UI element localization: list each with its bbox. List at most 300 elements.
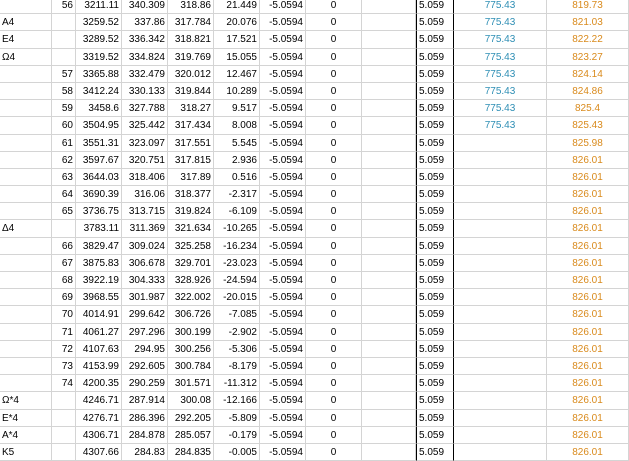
cell-col-l[interactable]: 826.01 xyxy=(547,289,629,306)
cell-col-g[interactable]: -5.0594 xyxy=(260,14,306,31)
cell-col-k[interactable]: 775.43 xyxy=(454,49,547,66)
cell-col-g[interactable]: -5.0594 xyxy=(260,324,306,341)
row-index-cell[interactable]: 66 xyxy=(52,238,76,255)
cell-col-k[interactable] xyxy=(454,272,547,289)
cell-col-d[interactable]: 323.097 xyxy=(122,135,168,152)
cell-col-l[interactable]: 823.27 xyxy=(547,49,629,66)
cell-col-j[interactable]: 5.059 xyxy=(416,255,454,272)
cell-col-c[interactable]: 4061.27 xyxy=(76,324,122,341)
cell-col-e[interactable]: 306.726 xyxy=(168,306,214,323)
cell-col-e[interactable]: 292.205 xyxy=(168,410,214,427)
cell-col-l[interactable]: 825.4 xyxy=(547,100,629,117)
row-index-cell[interactable] xyxy=(52,14,76,31)
cell-col-f[interactable]: 10.289 xyxy=(214,83,260,100)
row-label-cell[interactable] xyxy=(0,341,52,358)
cell-col-d[interactable]: 284.83 xyxy=(122,444,168,461)
cell-col-c[interactable]: 3211.11 xyxy=(76,0,122,14)
cell-col-d[interactable]: 334.824 xyxy=(122,49,168,66)
cell-col-j[interactable]: 5.059 xyxy=(416,31,454,48)
row-index-cell[interactable]: 73 xyxy=(52,358,76,375)
cell-col-i[interactable] xyxy=(362,444,416,461)
cell-col-e[interactable]: 318.27 xyxy=(168,100,214,117)
cell-col-e[interactable]: 300.199 xyxy=(168,324,214,341)
cell-col-k[interactable] xyxy=(454,392,547,409)
cell-col-i[interactable] xyxy=(362,289,416,306)
cell-col-i[interactable] xyxy=(362,203,416,220)
cell-col-i[interactable] xyxy=(362,66,416,83)
cell-col-i[interactable] xyxy=(362,272,416,289)
cell-col-c[interactable]: 4276.71 xyxy=(76,410,122,427)
cell-col-g[interactable]: -5.0594 xyxy=(260,255,306,272)
cell-col-k[interactable]: 775.43 xyxy=(454,14,547,31)
cell-col-i[interactable] xyxy=(362,135,416,152)
cell-col-f[interactable]: 8.008 xyxy=(214,117,260,134)
row-label-cell[interactable] xyxy=(0,358,52,375)
cell-col-h[interactable]: 0 xyxy=(306,306,362,323)
cell-col-d[interactable]: 290.259 xyxy=(122,375,168,392)
row-label-cell[interactable]: K5 xyxy=(0,444,52,461)
cell-col-j[interactable]: 5.059 xyxy=(416,306,454,323)
cell-col-g[interactable]: -5.0594 xyxy=(260,410,306,427)
cell-col-l[interactable]: 826.01 xyxy=(547,152,629,169)
cell-col-k[interactable] xyxy=(454,289,547,306)
cell-col-f[interactable]: -0.005 xyxy=(214,444,260,461)
cell-col-i[interactable] xyxy=(362,14,416,31)
row-label-cell[interactable]: E4 xyxy=(0,31,52,48)
cell-col-g[interactable]: -5.0594 xyxy=(260,341,306,358)
row-label-cell[interactable] xyxy=(0,66,52,83)
cell-col-f[interactable]: -10.265 xyxy=(214,220,260,237)
cell-col-l[interactable]: 826.01 xyxy=(547,392,629,409)
row-index-cell[interactable] xyxy=(52,220,76,237)
row-index-cell[interactable]: 63 xyxy=(52,169,76,186)
cell-col-i[interactable] xyxy=(362,255,416,272)
cell-col-h[interactable]: 0 xyxy=(306,410,362,427)
cell-col-i[interactable] xyxy=(362,341,416,358)
cell-col-e[interactable]: 285.057 xyxy=(168,427,214,444)
cell-col-c[interactable]: 3259.52 xyxy=(76,14,122,31)
cell-col-g[interactable]: -5.0594 xyxy=(260,0,306,14)
cell-col-i[interactable] xyxy=(362,0,416,14)
cell-col-i[interactable] xyxy=(362,100,416,117)
cell-col-k[interactable]: 775.43 xyxy=(454,66,547,83)
cell-col-j[interactable]: 5.059 xyxy=(416,117,454,134)
cell-col-d[interactable]: 325.442 xyxy=(122,117,168,134)
cell-col-l[interactable]: 826.01 xyxy=(547,306,629,323)
cell-col-l[interactable]: 822.22 xyxy=(547,31,629,48)
row-label-cell[interactable]: A4 xyxy=(0,14,52,31)
cell-col-j[interactable]: 5.059 xyxy=(416,341,454,358)
cell-col-e[interactable]: 329.701 xyxy=(168,255,214,272)
cell-col-k[interactable] xyxy=(454,324,547,341)
row-label-cell[interactable] xyxy=(0,375,52,392)
row-index-cell[interactable]: 64 xyxy=(52,186,76,203)
cell-col-f[interactable]: -0.179 xyxy=(214,427,260,444)
cell-col-g[interactable]: -5.0594 xyxy=(260,358,306,375)
cell-col-g[interactable]: -5.0594 xyxy=(260,444,306,461)
row-index-cell[interactable]: 74 xyxy=(52,375,76,392)
cell-col-h[interactable]: 0 xyxy=(306,152,362,169)
cell-col-c[interactable]: 4246.71 xyxy=(76,392,122,409)
cell-col-f[interactable]: -7.085 xyxy=(214,306,260,323)
cell-col-h[interactable]: 0 xyxy=(306,203,362,220)
cell-col-h[interactable]: 0 xyxy=(306,392,362,409)
cell-col-l[interactable]: 826.01 xyxy=(547,255,629,272)
cell-col-k[interactable] xyxy=(454,358,547,375)
cell-col-g[interactable]: -5.0594 xyxy=(260,220,306,237)
cell-col-l[interactable]: 826.01 xyxy=(547,358,629,375)
cell-col-e[interactable]: 318.821 xyxy=(168,31,214,48)
row-label-cell[interactable]: E*4 xyxy=(0,410,52,427)
cell-col-c[interactable]: 3783.11 xyxy=(76,220,122,237)
row-index-cell[interactable] xyxy=(52,410,76,427)
cell-col-h[interactable]: 0 xyxy=(306,100,362,117)
row-index-cell[interactable]: 69 xyxy=(52,289,76,306)
cell-col-e[interactable]: 317.434 xyxy=(168,117,214,134)
cell-col-i[interactable] xyxy=(362,306,416,323)
cell-col-e[interactable]: 328.926 xyxy=(168,272,214,289)
cell-col-g[interactable]: -5.0594 xyxy=(260,238,306,255)
cell-col-d[interactable]: 336.342 xyxy=(122,31,168,48)
cell-col-e[interactable]: 317.815 xyxy=(168,152,214,169)
cell-col-i[interactable] xyxy=(362,169,416,186)
cell-col-k[interactable] xyxy=(454,203,547,220)
cell-col-j[interactable]: 5.059 xyxy=(416,444,454,461)
cell-col-d[interactable]: 332.479 xyxy=(122,66,168,83)
cell-col-h[interactable]: 0 xyxy=(306,117,362,134)
cell-col-g[interactable]: -5.0594 xyxy=(260,117,306,134)
cell-col-g[interactable]: -5.0594 xyxy=(260,66,306,83)
row-index-cell[interactable] xyxy=(52,49,76,66)
cell-col-j[interactable]: 5.059 xyxy=(416,135,454,152)
row-label-cell[interactable] xyxy=(0,100,52,117)
cell-col-d[interactable]: 306.678 xyxy=(122,255,168,272)
cell-col-h[interactable]: 0 xyxy=(306,375,362,392)
cell-col-i[interactable] xyxy=(362,31,416,48)
cell-col-f[interactable]: -2.317 xyxy=(214,186,260,203)
row-label-cell[interactable]: Ω*4 xyxy=(0,392,52,409)
cell-col-f[interactable]: 12.467 xyxy=(214,66,260,83)
cell-col-j[interactable]: 5.059 xyxy=(416,220,454,237)
cell-col-c[interactable]: 3289.52 xyxy=(76,31,122,48)
row-index-cell[interactable]: 61 xyxy=(52,135,76,152)
cell-col-j[interactable]: 5.059 xyxy=(416,238,454,255)
cell-col-f[interactable]: 2.936 xyxy=(214,152,260,169)
cell-col-g[interactable]: -5.0594 xyxy=(260,152,306,169)
cell-col-j[interactable]: 5.059 xyxy=(416,169,454,186)
cell-col-j[interactable]: 5.059 xyxy=(416,272,454,289)
cell-col-l[interactable]: 819.73 xyxy=(547,0,629,14)
cell-col-j[interactable]: 5.059 xyxy=(416,324,454,341)
cell-col-f[interactable]: -8.179 xyxy=(214,358,260,375)
cell-col-j[interactable]: 5.059 xyxy=(416,358,454,375)
cell-col-j[interactable]: 5.059 xyxy=(416,427,454,444)
cell-col-c[interactable]: 3829.47 xyxy=(76,238,122,255)
cell-col-l[interactable]: 826.01 xyxy=(547,444,629,461)
cell-col-i[interactable] xyxy=(362,186,416,203)
cell-col-g[interactable]: -5.0594 xyxy=(260,203,306,220)
cell-col-h[interactable]: 0 xyxy=(306,220,362,237)
cell-col-e[interactable]: 319.844 xyxy=(168,83,214,100)
row-index-cell[interactable]: 58 xyxy=(52,83,76,100)
cell-col-k[interactable] xyxy=(454,186,547,203)
cell-col-h[interactable]: 0 xyxy=(306,83,362,100)
cell-col-h[interactable]: 0 xyxy=(306,135,362,152)
cell-col-i[interactable] xyxy=(362,83,416,100)
cell-col-j[interactable]: 5.059 xyxy=(416,203,454,220)
cell-col-c[interactable]: 3319.52 xyxy=(76,49,122,66)
cell-col-f[interactable]: 15.055 xyxy=(214,49,260,66)
cell-col-i[interactable] xyxy=(362,324,416,341)
row-index-cell[interactable]: 67 xyxy=(52,255,76,272)
row-index-cell[interactable]: 68 xyxy=(52,272,76,289)
cell-col-l[interactable]: 826.01 xyxy=(547,272,629,289)
cell-col-c[interactable]: 3504.95 xyxy=(76,117,122,134)
cell-col-k[interactable]: 775.43 xyxy=(454,100,547,117)
cell-col-k[interactable] xyxy=(454,220,547,237)
cell-col-d[interactable]: 292.605 xyxy=(122,358,168,375)
row-label-cell[interactable]: Ω4 xyxy=(0,49,52,66)
cell-col-e[interactable]: 318.86 xyxy=(168,0,214,14)
cell-col-c[interactable]: 3365.88 xyxy=(76,66,122,83)
row-index-cell[interactable] xyxy=(52,427,76,444)
cell-col-f[interactable]: -24.594 xyxy=(214,272,260,289)
cell-col-k[interactable] xyxy=(454,410,547,427)
cell-col-c[interactable]: 3922.19 xyxy=(76,272,122,289)
row-index-cell[interactable]: 65 xyxy=(52,203,76,220)
cell-col-e[interactable]: 301.571 xyxy=(168,375,214,392)
cell-col-l[interactable]: 821.03 xyxy=(547,14,629,31)
cell-col-e[interactable]: 321.634 xyxy=(168,220,214,237)
row-index-cell[interactable]: 70 xyxy=(52,306,76,323)
row-label-cell[interactable] xyxy=(0,203,52,220)
cell-col-j[interactable]: 5.059 xyxy=(416,49,454,66)
cell-col-j[interactable]: 5.059 xyxy=(416,83,454,100)
cell-col-l[interactable]: 826.01 xyxy=(547,203,629,220)
cell-col-k[interactable] xyxy=(454,152,547,169)
cell-col-e[interactable]: 300.08 xyxy=(168,392,214,409)
cell-col-c[interactable]: 3458.6 xyxy=(76,100,122,117)
cell-col-f[interactable]: -12.166 xyxy=(214,392,260,409)
row-label-cell[interactable] xyxy=(0,117,52,134)
cell-col-j[interactable]: 5.059 xyxy=(416,66,454,83)
cell-col-h[interactable]: 0 xyxy=(306,255,362,272)
cell-col-k[interactable]: 775.43 xyxy=(454,117,547,134)
cell-col-d[interactable]: 337.86 xyxy=(122,14,168,31)
cell-col-c[interactable]: 4014.91 xyxy=(76,306,122,323)
cell-col-e[interactable]: 317.89 xyxy=(168,169,214,186)
cell-col-i[interactable] xyxy=(362,392,416,409)
cell-col-g[interactable]: -5.0594 xyxy=(260,100,306,117)
cell-col-h[interactable]: 0 xyxy=(306,14,362,31)
row-label-cell[interactable] xyxy=(0,324,52,341)
cell-col-h[interactable]: 0 xyxy=(306,358,362,375)
cell-col-e[interactable]: 320.012 xyxy=(168,66,214,83)
cell-col-d[interactable]: 330.133 xyxy=(122,83,168,100)
cell-col-j[interactable]: 5.059 xyxy=(416,375,454,392)
cell-col-d[interactable]: 309.024 xyxy=(122,238,168,255)
cell-col-c[interactable]: 4107.63 xyxy=(76,341,122,358)
row-label-cell[interactable] xyxy=(0,289,52,306)
cell-col-k[interactable] xyxy=(454,444,547,461)
cell-col-l[interactable]: 826.01 xyxy=(547,427,629,444)
cell-col-c[interactable]: 3736.75 xyxy=(76,203,122,220)
cell-col-c[interactable]: 3644.03 xyxy=(76,169,122,186)
cell-col-l[interactable]: 824.14 xyxy=(547,66,629,83)
cell-col-d[interactable]: 284.878 xyxy=(122,427,168,444)
row-index-cell[interactable]: 57 xyxy=(52,66,76,83)
row-label-cell[interactable] xyxy=(0,152,52,169)
cell-col-i[interactable] xyxy=(362,375,416,392)
cell-col-h[interactable]: 0 xyxy=(306,341,362,358)
cell-col-e[interactable]: 284.835 xyxy=(168,444,214,461)
cell-col-f[interactable]: -5.306 xyxy=(214,341,260,358)
cell-col-d[interactable]: 297.296 xyxy=(122,324,168,341)
row-label-cell[interactable] xyxy=(0,306,52,323)
cell-col-f[interactable]: -20.015 xyxy=(214,289,260,306)
cell-col-k[interactable] xyxy=(454,135,547,152)
row-label-cell[interactable] xyxy=(0,186,52,203)
cell-col-g[interactable]: -5.0594 xyxy=(260,169,306,186)
cell-col-i[interactable] xyxy=(362,410,416,427)
cell-col-f[interactable]: 5.545 xyxy=(214,135,260,152)
cell-col-i[interactable] xyxy=(362,152,416,169)
cell-col-d[interactable]: 340.309 xyxy=(122,0,168,14)
row-index-cell[interactable]: 60 xyxy=(52,117,76,134)
cell-col-e[interactable]: 317.551 xyxy=(168,135,214,152)
cell-col-k[interactable] xyxy=(454,238,547,255)
cell-col-d[interactable]: 320.751 xyxy=(122,152,168,169)
cell-col-l[interactable]: 825.98 xyxy=(547,135,629,152)
cell-col-f[interactable]: -6.109 xyxy=(214,203,260,220)
cell-col-f[interactable]: 0.516 xyxy=(214,169,260,186)
cell-col-g[interactable]: -5.0594 xyxy=(260,289,306,306)
cell-col-j[interactable]: 5.059 xyxy=(416,392,454,409)
cell-col-j[interactable]: 5.059 xyxy=(416,0,454,14)
cell-col-c[interactable]: 3597.67 xyxy=(76,152,122,169)
cell-col-e[interactable]: 322.002 xyxy=(168,289,214,306)
cell-col-k[interactable] xyxy=(454,375,547,392)
cell-col-h[interactable]: 0 xyxy=(306,289,362,306)
cell-col-l[interactable]: 826.01 xyxy=(547,169,629,186)
cell-col-g[interactable]: -5.0594 xyxy=(260,272,306,289)
cell-col-f[interactable]: -23.023 xyxy=(214,255,260,272)
cell-col-e[interactable]: 318.377 xyxy=(168,186,214,203)
cell-col-i[interactable] xyxy=(362,220,416,237)
cell-col-g[interactable]: -5.0594 xyxy=(260,49,306,66)
cell-col-g[interactable]: -5.0594 xyxy=(260,427,306,444)
cell-col-k[interactable] xyxy=(454,427,547,444)
row-index-cell[interactable]: 62 xyxy=(52,152,76,169)
cell-col-h[interactable]: 0 xyxy=(306,169,362,186)
cell-col-l[interactable]: 826.01 xyxy=(547,341,629,358)
cell-col-e[interactable]: 319.824 xyxy=(168,203,214,220)
cell-col-d[interactable]: 327.788 xyxy=(122,100,168,117)
cell-col-k[interactable] xyxy=(454,255,547,272)
cell-col-k[interactable]: 775.43 xyxy=(454,31,547,48)
row-index-cell[interactable]: 59 xyxy=(52,100,76,117)
row-index-cell[interactable] xyxy=(52,392,76,409)
cell-col-g[interactable]: -5.0594 xyxy=(260,306,306,323)
cell-col-c[interactable]: 3690.39 xyxy=(76,186,122,203)
row-label-cell[interactable] xyxy=(0,135,52,152)
row-index-cell[interactable]: 72 xyxy=(52,341,76,358)
cell-col-c[interactable]: 4200.35 xyxy=(76,375,122,392)
cell-col-h[interactable]: 0 xyxy=(306,272,362,289)
cell-col-f[interactable]: 17.521 xyxy=(214,31,260,48)
cell-col-c[interactable]: 3551.31 xyxy=(76,135,122,152)
cell-col-f[interactable]: -16.234 xyxy=(214,238,260,255)
cell-col-d[interactable]: 286.396 xyxy=(122,410,168,427)
cell-col-l[interactable]: 824.86 xyxy=(547,83,629,100)
cell-col-g[interactable]: -5.0594 xyxy=(260,31,306,48)
cell-col-f[interactable]: 20.076 xyxy=(214,14,260,31)
cell-col-l[interactable]: 826.01 xyxy=(547,220,629,237)
cell-col-l[interactable]: 826.01 xyxy=(547,186,629,203)
cell-col-i[interactable] xyxy=(362,49,416,66)
cell-col-l[interactable]: 826.01 xyxy=(547,410,629,427)
cell-col-j[interactable]: 5.059 xyxy=(416,100,454,117)
row-label-cell[interactable]: A*4 xyxy=(0,427,52,444)
row-index-cell[interactable]: 56 xyxy=(52,0,76,14)
cell-col-d[interactable]: 299.642 xyxy=(122,306,168,323)
cell-col-d[interactable]: 313.715 xyxy=(122,203,168,220)
cell-col-k[interactable] xyxy=(454,341,547,358)
row-index-cell[interactable] xyxy=(52,31,76,48)
cell-col-f[interactable]: -5.809 xyxy=(214,410,260,427)
cell-col-i[interactable] xyxy=(362,117,416,134)
cell-col-e[interactable]: 300.784 xyxy=(168,358,214,375)
cell-col-g[interactable]: -5.0594 xyxy=(260,392,306,409)
cell-col-c[interactable]: 4307.66 xyxy=(76,444,122,461)
row-label-cell[interactable]: Δ4 xyxy=(0,220,52,237)
cell-col-c[interactable]: 3412.24 xyxy=(76,83,122,100)
cell-col-c[interactable]: 3875.83 xyxy=(76,255,122,272)
row-label-cell[interactable] xyxy=(0,255,52,272)
cell-col-e[interactable]: 325.258 xyxy=(168,238,214,255)
cell-col-e[interactable]: 319.769 xyxy=(168,49,214,66)
cell-col-h[interactable]: 0 xyxy=(306,444,362,461)
row-index-cell[interactable]: 71 xyxy=(52,324,76,341)
cell-col-f[interactable]: 9.517 xyxy=(214,100,260,117)
cell-col-l[interactable]: 826.01 xyxy=(547,324,629,341)
cell-col-h[interactable]: 0 xyxy=(306,0,362,14)
cell-col-k[interactable]: 775.43 xyxy=(454,0,547,14)
cell-col-j[interactable]: 5.059 xyxy=(416,289,454,306)
cell-col-l[interactable]: 825.43 xyxy=(547,117,629,134)
cell-col-k[interactable] xyxy=(454,306,547,323)
cell-col-g[interactable]: -5.0594 xyxy=(260,186,306,203)
row-index-cell[interactable] xyxy=(52,444,76,461)
cell-col-g[interactable]: -5.0594 xyxy=(260,83,306,100)
cell-col-d[interactable]: 304.333 xyxy=(122,272,168,289)
cell-col-c[interactable]: 3968.55 xyxy=(76,289,122,306)
cell-col-g[interactable]: -5.0594 xyxy=(260,375,306,392)
row-label-cell[interactable] xyxy=(0,272,52,289)
cell-col-h[interactable]: 0 xyxy=(306,427,362,444)
row-label-cell[interactable] xyxy=(0,83,52,100)
cell-col-j[interactable]: 5.059 xyxy=(416,14,454,31)
row-label-cell[interactable] xyxy=(0,169,52,186)
cell-col-h[interactable]: 0 xyxy=(306,31,362,48)
cell-col-c[interactable]: 4306.71 xyxy=(76,427,122,444)
cell-col-j[interactable]: 5.059 xyxy=(416,410,454,427)
cell-col-c[interactable]: 4153.99 xyxy=(76,358,122,375)
cell-col-j[interactable]: 5.059 xyxy=(416,152,454,169)
cell-col-d[interactable]: 301.987 xyxy=(122,289,168,306)
cell-col-d[interactable]: 316.06 xyxy=(122,186,168,203)
row-label-cell[interactable] xyxy=(0,238,52,255)
